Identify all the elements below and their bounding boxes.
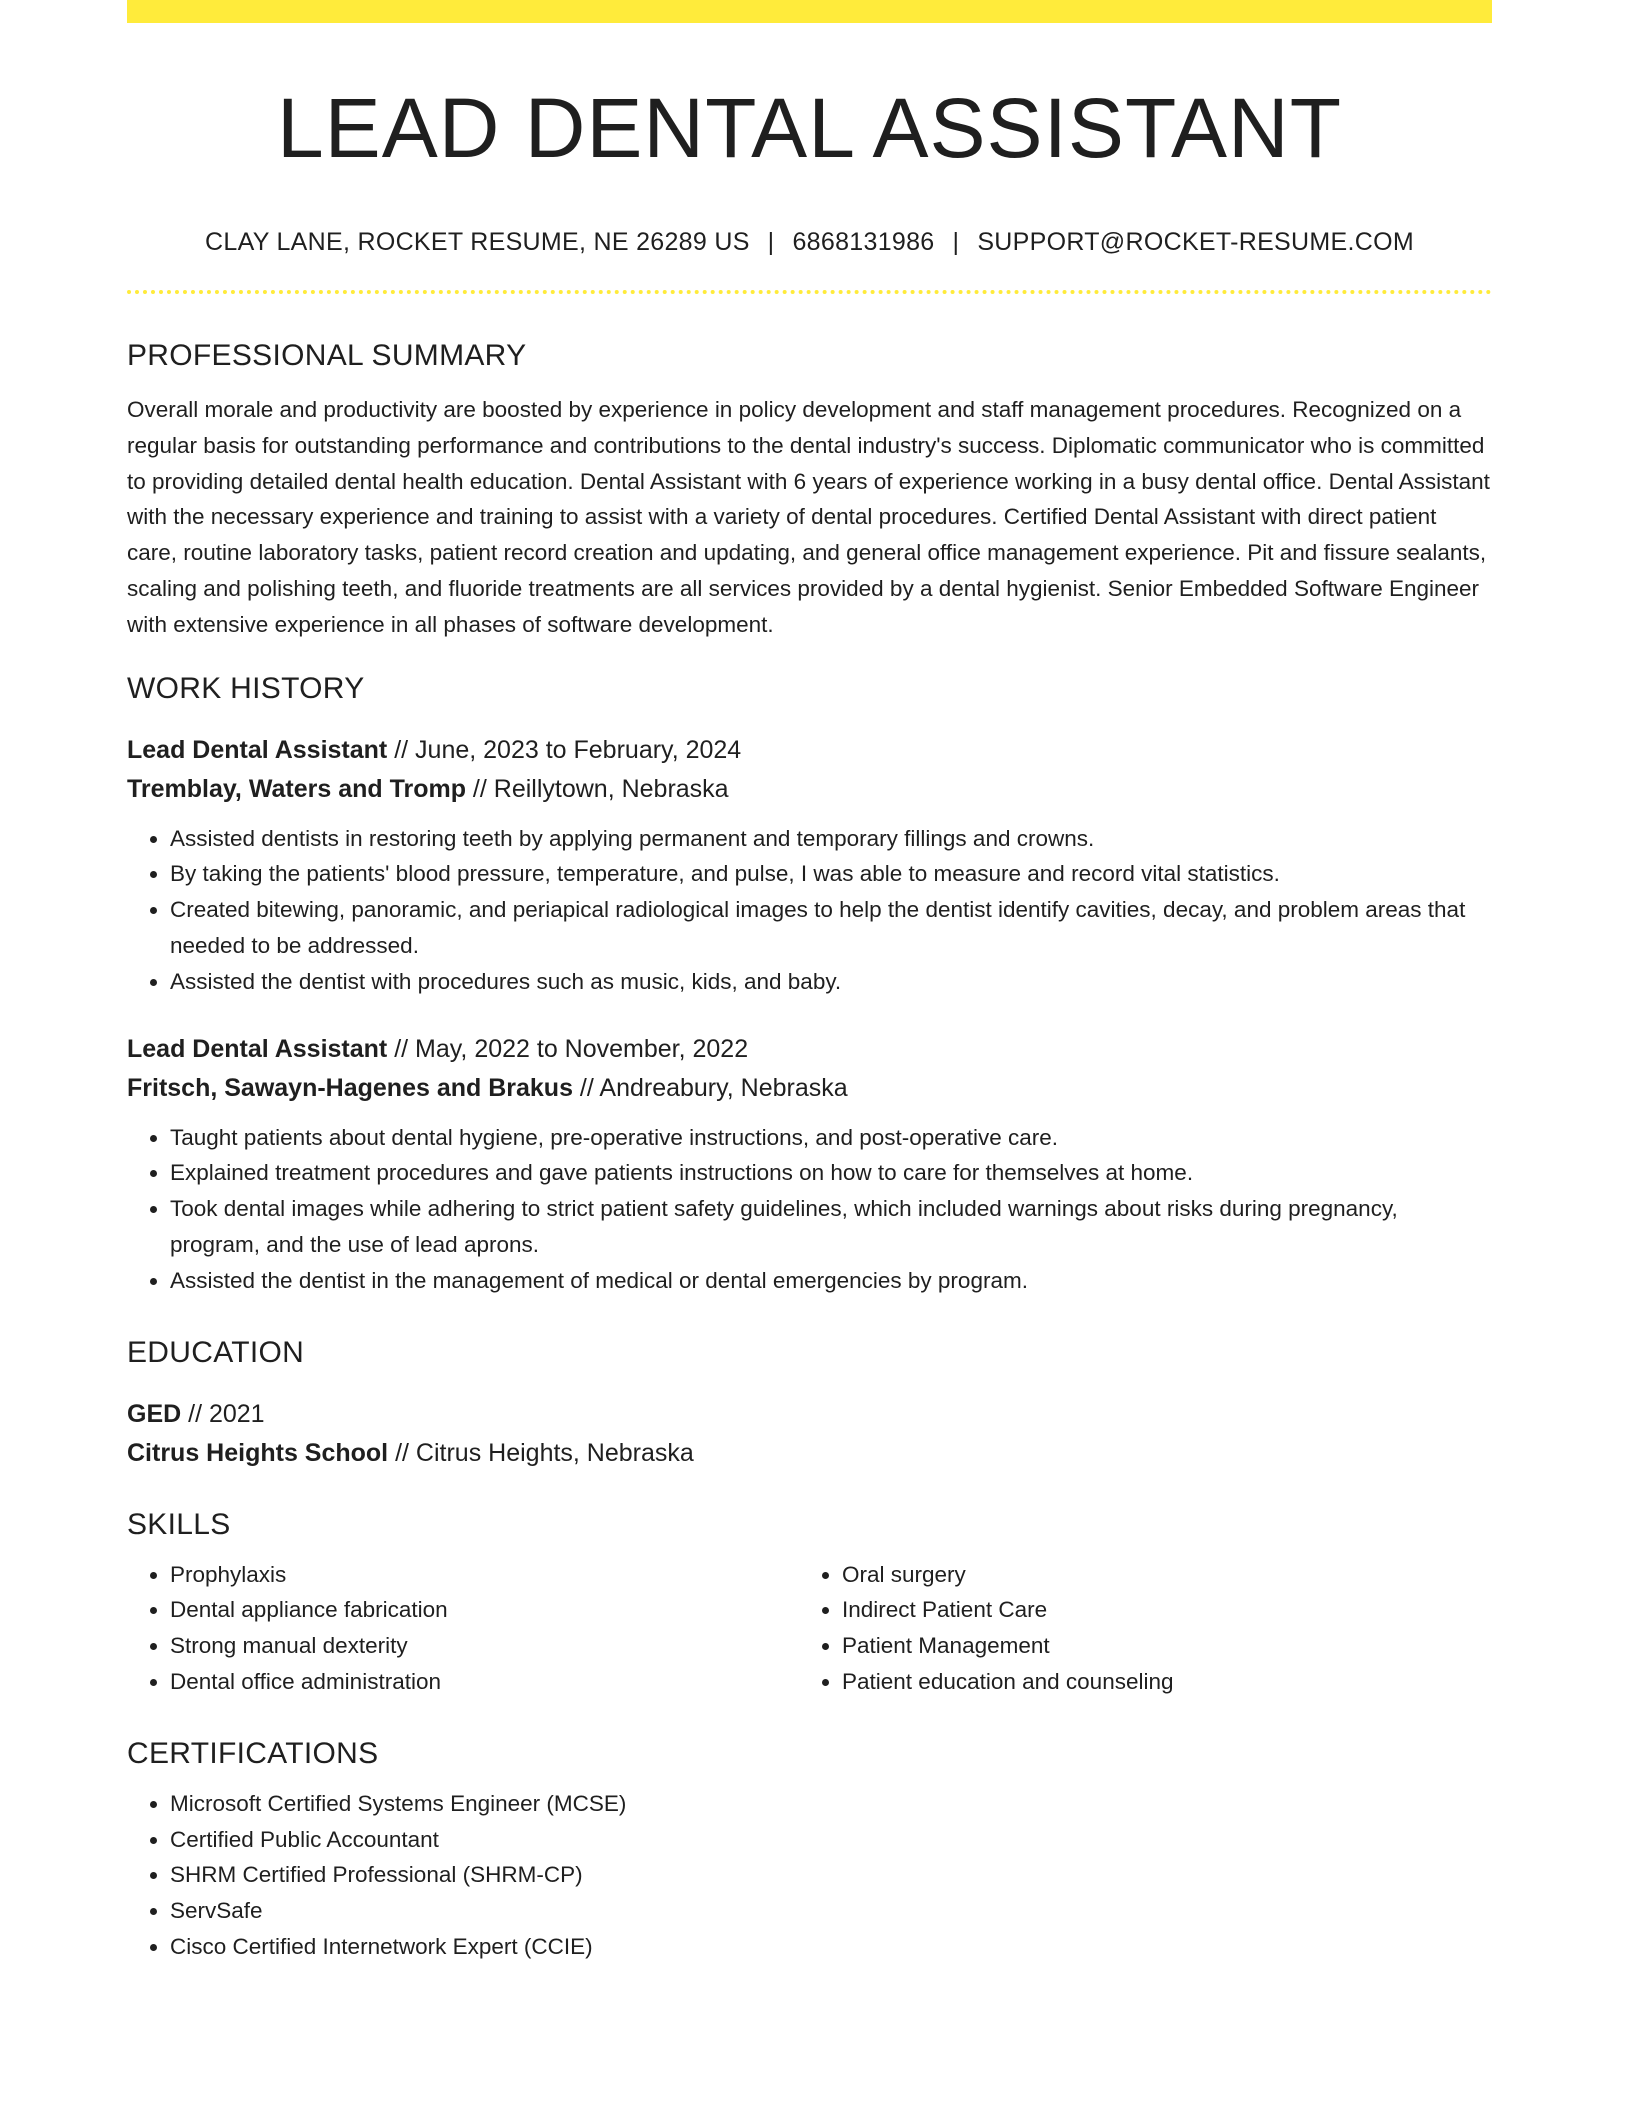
list-item: • Assisted the dentist in the management of medical or dental emergencies by program.	[170, 1263, 1492, 1299]
job-company-line	[127, 1069, 1492, 1108]
resume-name: LEAD DENTAL ASSISTANT	[276, 81, 1343, 175]
contact-phone: 6868131986	[792, 228, 935, 256]
job-company: Tremblay, Waters and Tromp	[127, 774, 466, 803]
job-role: Lead Dental Assistant	[127, 735, 388, 764]
list-item: • Took dental images while adhering to strict patient safety guidelines, which included warnings about risks during pregnancy, program, and the use of lead aprons.	[170, 1191, 1492, 1263]
list-item: • Patient Management	[842, 1628, 1471, 1664]
contact-separator: |	[767, 228, 775, 256]
resume-content	[127, 0, 1492, 1965]
skills-column-right	[799, 1557, 1471, 1700]
dotted-divider	[127, 290, 1492, 294]
education-degree: GED	[127, 1399, 182, 1428]
education-heading: EDUCATION	[127, 1335, 305, 1369]
education-degree-line	[127, 1395, 1492, 1434]
summary-text: Overall morale and productivity are boosted by experience in policy development and staff management procedures. Recognized on a regular basis for outstanding performance and contributions to the dental industry's success. Diplomatic communicator who is committed to providing detailed dental health education. Dental Assistant with 6 years of experience working in a busy dental office. Dental Assistant with the necessary experience and training to assist with a variety of dental procedures. Certified Dental Assistant with direct patient care, routine laboratory tasks, patient record creation and updating, and general office management experience. Pit and fissure sealants, scaling and polishing teeth, and fluoride treatments are all services provided by a dental hygienist. Senior Embedded Software Engineer with extensive experience in all phases of software development.	[127, 397, 1490, 637]
job-company: Fritsch, Sawayn-Hagenes and Brakus	[127, 1073, 573, 1102]
job-location: // Reillytown, Nebraska	[465, 774, 729, 803]
list-item: • Taught patients about dental hygiene, pre-operative instructions, and post-operative care.	[170, 1120, 1492, 1156]
summary-heading: PROFESSIONAL SUMMARY	[127, 339, 527, 372]
list-item: • Microsoft Certified Systems Engineer (MCSE)	[170, 1786, 1492, 1822]
skills-grid	[127, 1557, 1492, 1700]
certifications-heading: CERTIFICATIONS	[127, 1736, 379, 1770]
contact-separator: |	[952, 228, 960, 256]
contact-email: SUPPORT@ROCKET-RESUME.COM	[977, 228, 1414, 256]
education-year: // 2021	[181, 1399, 265, 1428]
list-item: • Indirect Patient Care	[842, 1592, 1471, 1628]
list-item: • ServSafe	[170, 1893, 1492, 1929]
job-role-line	[127, 731, 1492, 770]
list-item: • Prophylaxis	[170, 1557, 799, 1593]
list-item: • Dental appliance fabrication	[170, 1592, 799, 1628]
education-location: // Citrus Heights, Nebraska	[388, 1438, 694, 1467]
education-school: Citrus Heights School	[127, 1438, 389, 1467]
list-item: • Assisted dentists in restoring teeth by applying permanent and temporary fillings and crowns.	[170, 821, 1492, 857]
list-item: • SHRM Certified Professional (SHRM-CP)	[170, 1857, 1492, 1893]
education-entry	[127, 1395, 1492, 1473]
skills-heading: SKILLS	[127, 1507, 231, 1541]
list-item: • Dental office administration	[170, 1664, 799, 1700]
list-item: • Cisco Certified Internetwork Expert (CCIE)	[170, 1929, 1492, 1965]
job-duties	[127, 1120, 1492, 1299]
education-school-line	[127, 1434, 1492, 1473]
list-item: • By taking the patients' blood pressure, temperature, and pulse, I was able to measure and record vital statistics.	[170, 856, 1492, 892]
skills-column-left	[127, 1557, 799, 1700]
job-dates: // June, 2023 to February, 2024	[387, 735, 742, 764]
job-entry	[127, 731, 1492, 1000]
list-item: • Certified Public Accountant	[170, 1822, 1492, 1858]
job-role: Lead Dental Assistant	[127, 1034, 388, 1063]
contact-address: CLAY LANE, ROCKET RESUME, NE 26289 US	[205, 228, 750, 256]
list-item: • Patient education and counseling	[842, 1664, 1471, 1700]
job-duties	[127, 821, 1492, 1000]
contact-line	[127, 226, 1492, 258]
job-location: // Andreabury, Nebraska	[572, 1073, 848, 1102]
list-item: • Explained treatment procedures and gave patients instructions on how to care for themselves at home.	[170, 1155, 1492, 1191]
list-item: • Created bitewing, panoramic, and periapical radiological images to help the dentist identify cavities, decay, and problem areas that needed to be addressed.	[170, 892, 1492, 964]
work-history-heading: WORK HISTORY	[127, 671, 365, 705]
job-role-line	[127, 1030, 1492, 1069]
certifications-list	[127, 1786, 1492, 1965]
list-item: • Strong manual dexterity	[170, 1628, 799, 1664]
list-item: • Assisted the dentist with procedures such as music, kids, and baby.	[170, 964, 1492, 1000]
job-company-line	[127, 770, 1492, 809]
list-item: • Oral surgery	[842, 1557, 1471, 1593]
job-entry	[127, 1030, 1492, 1299]
job-dates: // May, 2022 to November, 2022	[387, 1034, 749, 1063]
